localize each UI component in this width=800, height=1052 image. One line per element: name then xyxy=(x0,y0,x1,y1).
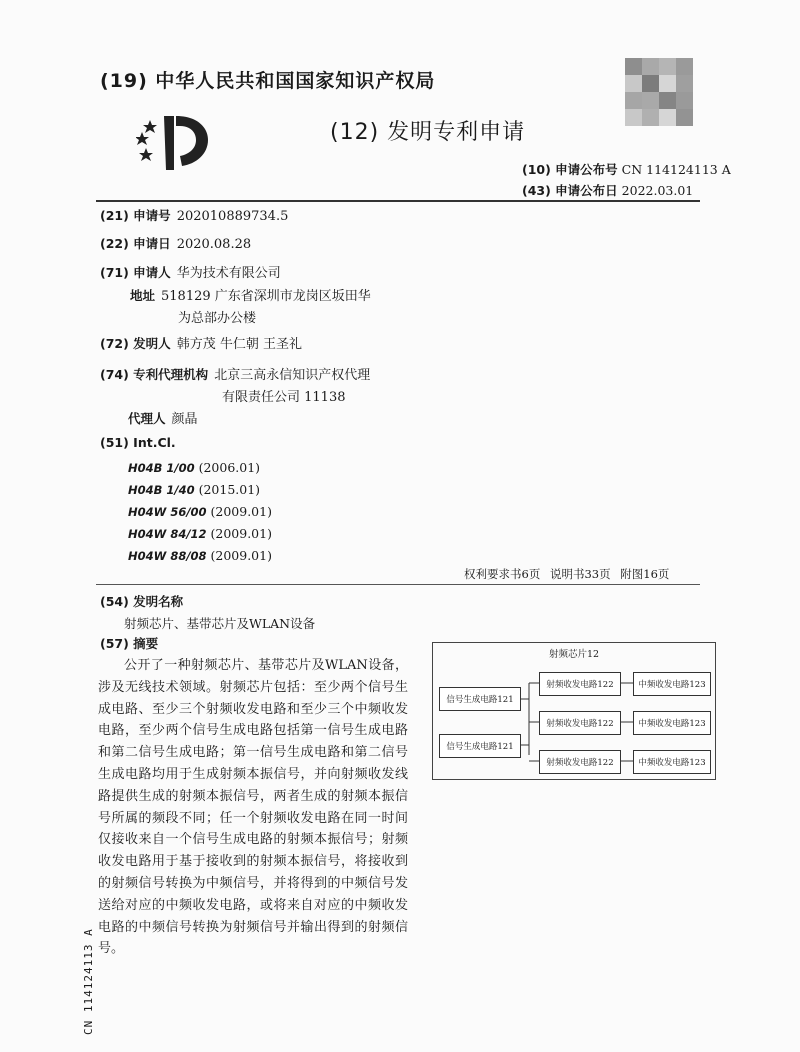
abstract-figure xyxy=(432,642,716,780)
abstract-label: (57) 摘要 xyxy=(100,636,159,651)
applicant: (71) 申请人 华为技术有限公司 xyxy=(100,265,281,281)
publication-number: (10) 申请公布号 CN 114124113 A xyxy=(522,162,731,177)
side-publication-number: CN 114124113 A xyxy=(82,928,95,1035)
header-rule xyxy=(96,200,700,202)
page-counts: 权利要求书6页 说明书33页 附图16页 xyxy=(464,567,670,581)
agent: 代理人 颜晶 xyxy=(128,411,198,427)
address: 地址 518129 广东省深圳市龙岗区坂田华 xyxy=(130,288,371,304)
if-transceiver-box: 中频收发电路123 xyxy=(633,672,711,696)
document-type: (12) 发明专利申请 xyxy=(330,120,526,145)
ipc-label: (51) Int.Cl. xyxy=(100,435,176,450)
signal-gen-box: 信号生成电路121 xyxy=(439,734,521,758)
inventors: (72) 发明人 韩方茂 牛仁朝 王圣礼 xyxy=(100,336,302,352)
ipc-row: H04W 84/12 (2009.01) xyxy=(128,526,272,541)
patent-agency-line2: 有限责任公司 11138 xyxy=(222,390,346,405)
abstract-text: 公开了一种射频芯片、基带芯片及WLAN设备，涉及无线技术领域。射频芯片包括：至少两个信号生成电路、至少三个射频收发电路和至少三个中频收发电路，至少两个信号生成电路包括第一信号生成电路和第二信号生成电路；第一信号生成电路和第二信号生成电路均用于生成射频本振信号，并向射频收发线路提供生成的射频本振信号，两者生成的射频本振信号所属的频段不同；任一个射频收发电路在同一时间仅接收来自一个信号生成电路的射频本振信号；射频收发电路用于基于接收到的射频本振信号，将接收到的射频信号转换为中频信号，并将得到的中频信号发送给对应的中频收发电路，或将来自对应的中频收发电路的中频信号转换为射频信号并输出得到的射频信号。 xyxy=(98,658,408,957)
if-transceiver-box: 中频收发电路123 xyxy=(633,750,711,774)
signal-gen-box: 信号生成电路121 xyxy=(439,687,521,711)
address-line2: 为总部办公楼 xyxy=(178,311,257,326)
figure-title: 射频芯片12 xyxy=(548,649,600,660)
invention-title: 射频芯片、基带芯片及WLAN设备 xyxy=(124,616,316,631)
qr-code xyxy=(625,58,693,126)
patent-agency: (74) 专利代理机构 北京三高永信知识产权代理 xyxy=(100,367,371,383)
publication-date: (43) 申请公布日 2022.03.01 xyxy=(522,183,694,198)
rf-transceiver-box: 射频收发电路122 xyxy=(539,750,621,774)
section-rule xyxy=(96,584,700,585)
office-name: (19) 中华人民共和国国家知识产权局 xyxy=(100,70,436,92)
ipc-row: H04B 1/00 (2006.01) xyxy=(128,460,261,475)
rf-transceiver-box: 射频收发电路122 xyxy=(539,672,621,696)
ipc-row: H04B 1/40 (2015.01) xyxy=(128,482,261,497)
invention-title-label: (54) 发明名称 xyxy=(100,594,184,609)
ipc-row: H04W 56/00 (2009.01) xyxy=(128,504,272,519)
cnipa-logo xyxy=(136,110,216,172)
filing-date: (22) 申请日 2020.08.28 xyxy=(100,236,252,252)
rf-transceiver-box: 射频收发电路122 xyxy=(539,711,621,735)
ipc-row: H04W 88/08 (2009.01) xyxy=(128,548,272,563)
application-number: (21) 申请号 202010889734.5 xyxy=(100,208,289,224)
if-transceiver-box: 中频收发电路123 xyxy=(633,711,711,735)
